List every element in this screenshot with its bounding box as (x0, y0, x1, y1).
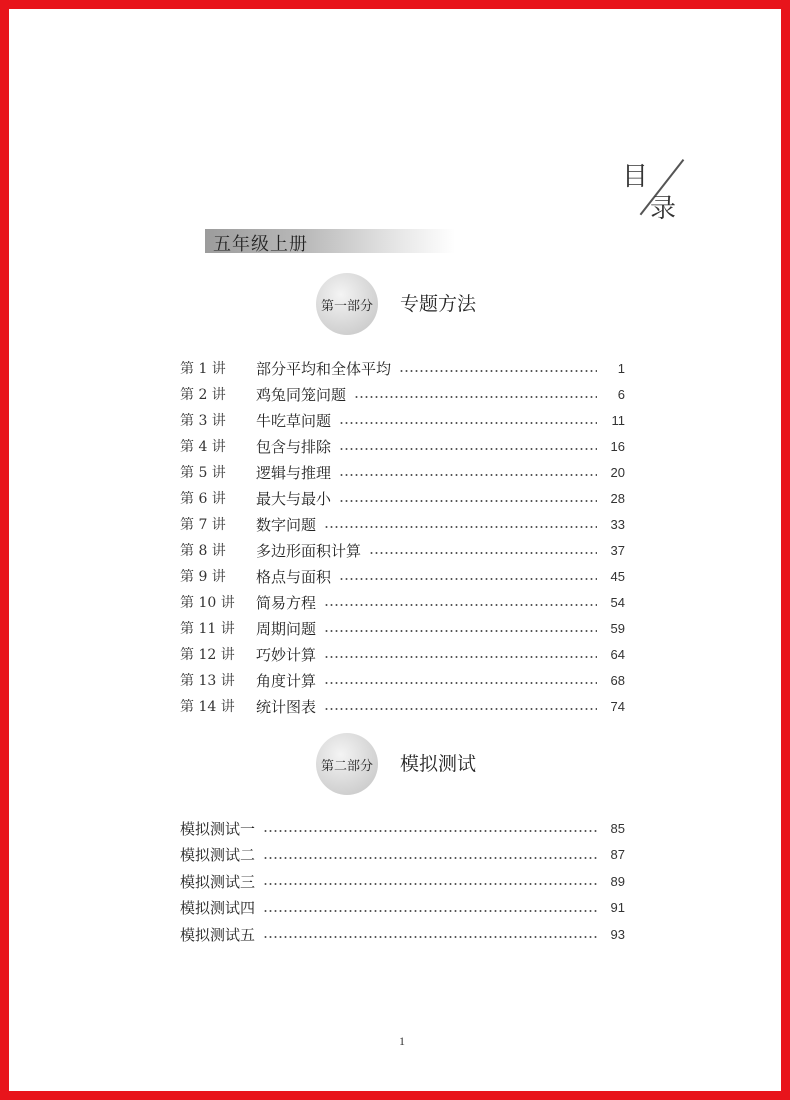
toc-entry (180, 381, 625, 407)
toc-entry (180, 921, 625, 948)
toc-page-number: 68 (610, 672, 625, 688)
toc-entry-title: 数字问题 (256, 515, 317, 534)
toc-page-number: 93 (610, 926, 625, 942)
toc-lecture-number: 第 8 讲 (180, 543, 226, 559)
toc-entry-title: 格点与面积 (256, 567, 332, 586)
toc-dot-leader (339, 500, 597, 502)
toc-lecture-number: 第 4 讲 (180, 439, 226, 455)
section-badge-label: 第二部分 (321, 759, 374, 774)
toc-entry-title: 鸡兔同笼问题 (256, 385, 347, 404)
toc-entry (180, 433, 625, 459)
toc-entry-title: 逻辑与推理 (256, 463, 332, 482)
section-heading: 模拟测试 (400, 753, 477, 775)
toc-entry-title: 统计图表 (256, 697, 317, 716)
toc-dot-leader (339, 422, 597, 424)
toc-page-number: 59 (610, 620, 625, 636)
toc-dot-leader (354, 396, 597, 398)
toc-dot-leader (324, 682, 597, 684)
toc-dot-leader (263, 857, 597, 859)
toc-dot-leader (339, 448, 597, 450)
toc-entry-title: 简易方程 (256, 593, 317, 612)
toc-page-number: 20 (610, 464, 625, 480)
toc-lecture-number: 第 5 讲 (180, 465, 226, 481)
toc-page-number: 54 (610, 594, 625, 610)
toc-entry (180, 589, 625, 615)
toc-entry (180, 485, 625, 511)
toc-page-number: 45 (610, 568, 625, 584)
toc-page-number: 37 (610, 542, 625, 558)
toc-entry (180, 615, 625, 641)
toc-dot-leader (263, 830, 597, 832)
toc-page-number: 89 (610, 873, 625, 889)
toc-entry-title: 模拟测试五 (180, 925, 256, 944)
toc-lecture-number: 第 1 讲 (180, 361, 226, 377)
toc-page-number: 85 (610, 820, 625, 836)
toc-dot-leader (369, 552, 597, 554)
title-char-lu: 录 (650, 194, 677, 224)
toc-entry (180, 641, 625, 667)
toc-page-number: 33 (610, 516, 625, 532)
toc-dot-leader (339, 474, 597, 476)
title-char-mu: 目 (622, 162, 649, 192)
toc-entry (180, 693, 625, 719)
grade-label: 五年级上册 (213, 234, 308, 255)
toc-entry-title: 周期问题 (256, 619, 317, 638)
toc-dot-leader (324, 526, 597, 528)
toc-entry (180, 355, 625, 381)
toc-entry-title: 模拟测试四 (180, 899, 256, 918)
toc-page-number: 16 (610, 438, 625, 454)
toc-dot-leader (339, 578, 597, 580)
toc-dot-leader (324, 630, 597, 632)
toc-dot-leader (324, 708, 597, 710)
toc-entry-title: 巧妙计算 (256, 645, 317, 664)
toc-list-part-two (180, 815, 625, 948)
toc-entry-title: 包含与排除 (256, 437, 332, 456)
toc-page-number: 91 (610, 900, 625, 916)
toc-page-number: 28 (610, 490, 625, 506)
toc-lecture-number: 第 11 讲 (180, 621, 235, 637)
toc-page-number: 64 (610, 646, 625, 662)
toc-entry (180, 895, 625, 922)
toc-page-number: 74 (610, 698, 625, 714)
toc-entry-title: 角度计算 (256, 671, 317, 690)
toc-lecture-number: 第 14 讲 (180, 699, 235, 715)
toc-page-number: 11 (611, 412, 625, 428)
toc-entry (180, 842, 625, 869)
toc-entry (180, 407, 625, 433)
toc-page-number: 1 (617, 360, 625, 376)
toc-entry-title: 最大与最小 (256, 489, 332, 508)
toc-page-number: 87 (610, 847, 625, 863)
toc-entry-title: 模拟测试三 (180, 872, 256, 891)
toc-entry-title: 模拟测试一 (180, 819, 256, 838)
toc-page-number: 6 (617, 386, 625, 402)
toc-dot-leader (263, 936, 597, 938)
toc-entry (180, 537, 625, 563)
toc-dot-leader (263, 883, 597, 885)
toc-lecture-number: 第 2 讲 (180, 387, 226, 403)
toc-entry (180, 868, 625, 895)
toc-entry-title: 多边形面积计算 (256, 541, 362, 560)
toc-entry (180, 563, 625, 589)
page-number: 1 (399, 1034, 405, 1048)
section-badge-label: 第一部分 (321, 299, 374, 314)
toc-lecture-number: 第 9 讲 (180, 569, 226, 585)
grade-banner (205, 229, 455, 253)
toc-entry-title: 模拟测试二 (180, 846, 256, 865)
section-heading: 专题方法 (400, 293, 477, 315)
toc-lecture-number: 第 3 讲 (180, 413, 226, 429)
toc-entry (180, 815, 625, 842)
toc-dot-leader (324, 604, 597, 606)
toc-lecture-number: 第 10 讲 (180, 595, 235, 611)
toc-list-part-one (180, 355, 625, 719)
toc-entry (180, 667, 625, 693)
toc-entry-title: 牛吃草问题 (256, 411, 332, 430)
toc-lecture-number: 第 12 讲 (180, 647, 235, 663)
toc-dot-leader (263, 910, 597, 912)
toc-entry (180, 459, 625, 485)
toc-entry-title: 部分平均和全体平均 (256, 359, 392, 378)
toc-lecture-number: 第 6 讲 (180, 491, 226, 507)
toc-dot-leader (399, 370, 597, 372)
toc-entry (180, 511, 625, 537)
toc-lecture-number: 第 13 讲 (180, 673, 235, 689)
toc-dot-leader (324, 656, 597, 658)
toc-lecture-number: 第 7 讲 (180, 517, 226, 533)
